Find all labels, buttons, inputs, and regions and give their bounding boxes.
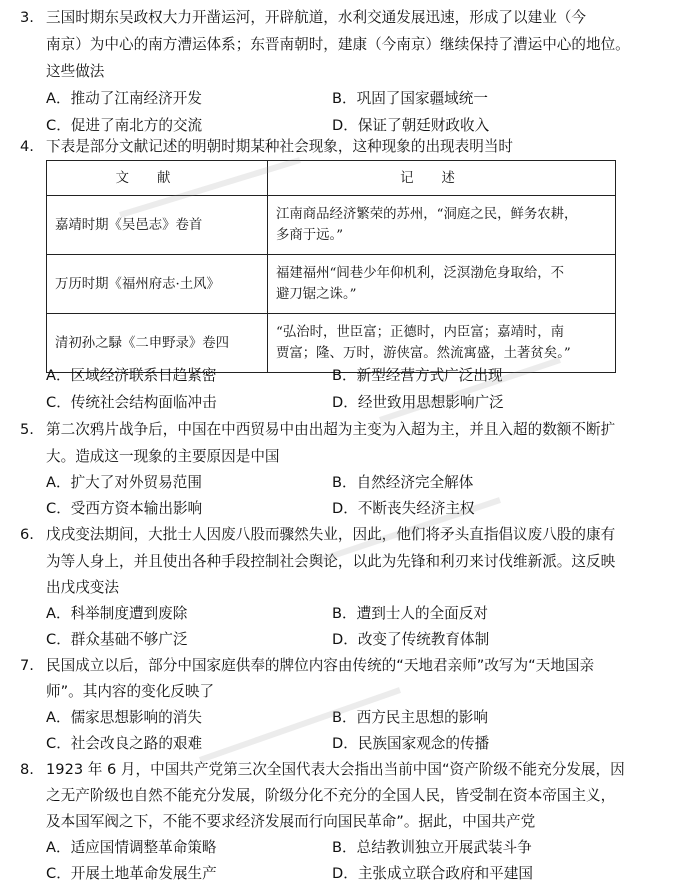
question-6-option-a[interactable]: A．科举制度遭到废除 bbox=[46, 605, 188, 622]
question-7-number: 7. bbox=[20, 657, 34, 674]
question-5-stem-line-1: 第二次鸦片战争后，中国在中西贸易中由出超为主变为入超为主，并且入超的数额不断扩 bbox=[46, 421, 616, 438]
question-7-stem-line-1: 民国成立以后，部分中国家庭供奉的牌位内容由传统的“天地君亲师”改写为“天地国亲 bbox=[46, 657, 595, 674]
question-4-option-b[interactable]: B．新型经营方式广泛出现 bbox=[332, 367, 503, 384]
table-cell-source: 清初孙之騄《二申野录》卷四 bbox=[47, 314, 268, 373]
question-7-option-b[interactable]: B．西方民主思想的影响 bbox=[332, 709, 488, 726]
question-5-stem-line-2: 大。造成这一现象的主要原因是中国 bbox=[46, 448, 280, 465]
question-8-stem-line-1: 1923 年 6 月，中国共产党第三次全国代表大会指出当前中国“资产阶级不能充分发展，因 bbox=[46, 761, 625, 778]
question-6-stem-line-3: 出戊戌变法 bbox=[46, 579, 119, 596]
question-6-option-d[interactable]: D．改变了传统教育体制 bbox=[332, 631, 490, 648]
record-line-1: 江南商品经济繁荣的苏州，“洞庭之民，鲜务农耕， bbox=[276, 207, 578, 222]
table-row bbox=[47, 314, 616, 373]
question-6-option-b[interactable]: B．遭到士人的全面反对 bbox=[332, 605, 488, 622]
question-8-stem-line-3: 及本国军阀之下，不能不要求经济发展而行向国民革命”。据此，中国共产党 bbox=[46, 813, 536, 830]
question-6-number: 6. bbox=[20, 526, 34, 543]
document-table bbox=[46, 160, 616, 373]
question-5-option-a[interactable]: A．扩大了对外贸易范围 bbox=[46, 474, 202, 491]
question-3-option-d[interactable]: D．保证了朝廷财政收入 bbox=[332, 117, 490, 134]
table-cell-record bbox=[268, 196, 616, 255]
question-3-stem-line-1: 三国时期东吴政权大力开凿运河，开辟航道，水利交通发展迅速，形成了以建业（今 bbox=[46, 9, 586, 26]
question-6-option-c[interactable]: C．群众基础不够广泛 bbox=[46, 631, 188, 648]
question-3-stem-line-3: 这些做法 bbox=[46, 63, 105, 80]
table-cell-source: 万历时期《福州府志·土风》 bbox=[47, 255, 268, 314]
record-line-2: 避刀锯之诛。” bbox=[276, 287, 357, 302]
question-4-stem-line-1: 下表是部分文献记述的明朝时期某种社会现象，这种现象的出现表明当时 bbox=[46, 138, 514, 155]
question-6-stem-line-2: 为等人身上，并且使出各种手段控制社会舆论，以此为先锋和利刃来讨伐维新派。这反映 bbox=[46, 553, 616, 570]
question-3-number: 3. bbox=[20, 9, 34, 26]
question-8-stem-line-2: 之无产阶级也自然不能充分发展，阶级分化不充分的全国人民，皆受制在资本帝国主义， bbox=[46, 787, 616, 804]
table-row bbox=[47, 196, 616, 255]
record-line-2: 多商于远。” bbox=[276, 228, 344, 243]
table-header-record: 记述 bbox=[268, 161, 616, 196]
table-cell-source: 嘉靖时期《吴邑志》卷首 bbox=[47, 196, 268, 255]
question-8-option-b[interactable]: B．总结教训独立开展武装斗争 bbox=[332, 839, 532, 856]
question-5-option-b[interactable]: B．自然经济完全解体 bbox=[332, 474, 474, 491]
record-line-2: 贾富；隆、万时，游侠富。然流寓盛，土著贫矣。” bbox=[276, 346, 571, 361]
question-7-option-a[interactable]: A．儒家思想影响的消失 bbox=[46, 709, 202, 726]
question-4-number: 4. bbox=[20, 138, 34, 155]
question-5-number: 5. bbox=[20, 421, 34, 438]
question-4-option-a[interactable]: A．区域经济联系日趋紧密 bbox=[46, 367, 217, 384]
question-6-stem-line-1: 戊戌变法期间，大批士人因废八股而骤然失业，因此，他们将矛头直指倡议废八股的康有 bbox=[46, 526, 616, 543]
question-4-option-d[interactable]: D．经世致用思想影响广泛 bbox=[332, 394, 504, 411]
question-7-stem-line-2: 师”。其内容的变化反映了 bbox=[46, 683, 215, 700]
question-8-number: 8. bbox=[20, 761, 34, 778]
question-3-option-c[interactable]: C．促进了南北方的交流 bbox=[46, 117, 203, 134]
table-header-source: 文献 bbox=[47, 161, 268, 196]
question-5-option-d[interactable]: D．不断丧失经济主权 bbox=[332, 500, 475, 517]
table-cell-record bbox=[268, 255, 616, 314]
question-4-option-c[interactable]: C．传统社会结构面临冲击 bbox=[46, 394, 217, 411]
record-line-1: 福建福州“闾巷少年仰机利，泛溟渤危身取给，不 bbox=[276, 266, 565, 281]
question-7-option-c[interactable]: C．社会改良之路的艰难 bbox=[46, 735, 203, 752]
question-3-option-b[interactable]: B．巩固了国家疆域统一 bbox=[332, 90, 488, 107]
question-3-stem-line-2: 南京）为中心的南方漕运体系；东晋南朝时，建康（今南京）继续保持了漕运中心的地位。 bbox=[46, 36, 630, 53]
record-line-1: “弘治时，世臣富；正德时，内臣富；嘉靖时，南 bbox=[276, 325, 565, 340]
table-cell-record bbox=[268, 314, 616, 373]
question-8-option-c[interactable]: C．开展土地革命发展生产 bbox=[46, 865, 217, 882]
question-8-option-a[interactable]: A．适应国情调整革命策略 bbox=[46, 839, 217, 856]
table-row bbox=[47, 255, 616, 314]
question-3-option-a[interactable]: A．推动了江南经济开发 bbox=[46, 90, 202, 107]
question-7-option-d[interactable]: D．民族国家观念的传播 bbox=[332, 735, 490, 752]
question-5-option-c[interactable]: C．受西方资本输出影响 bbox=[46, 500, 203, 517]
question-8-option-d[interactable]: D．主张成立联合政府和平建国 bbox=[332, 865, 533, 882]
